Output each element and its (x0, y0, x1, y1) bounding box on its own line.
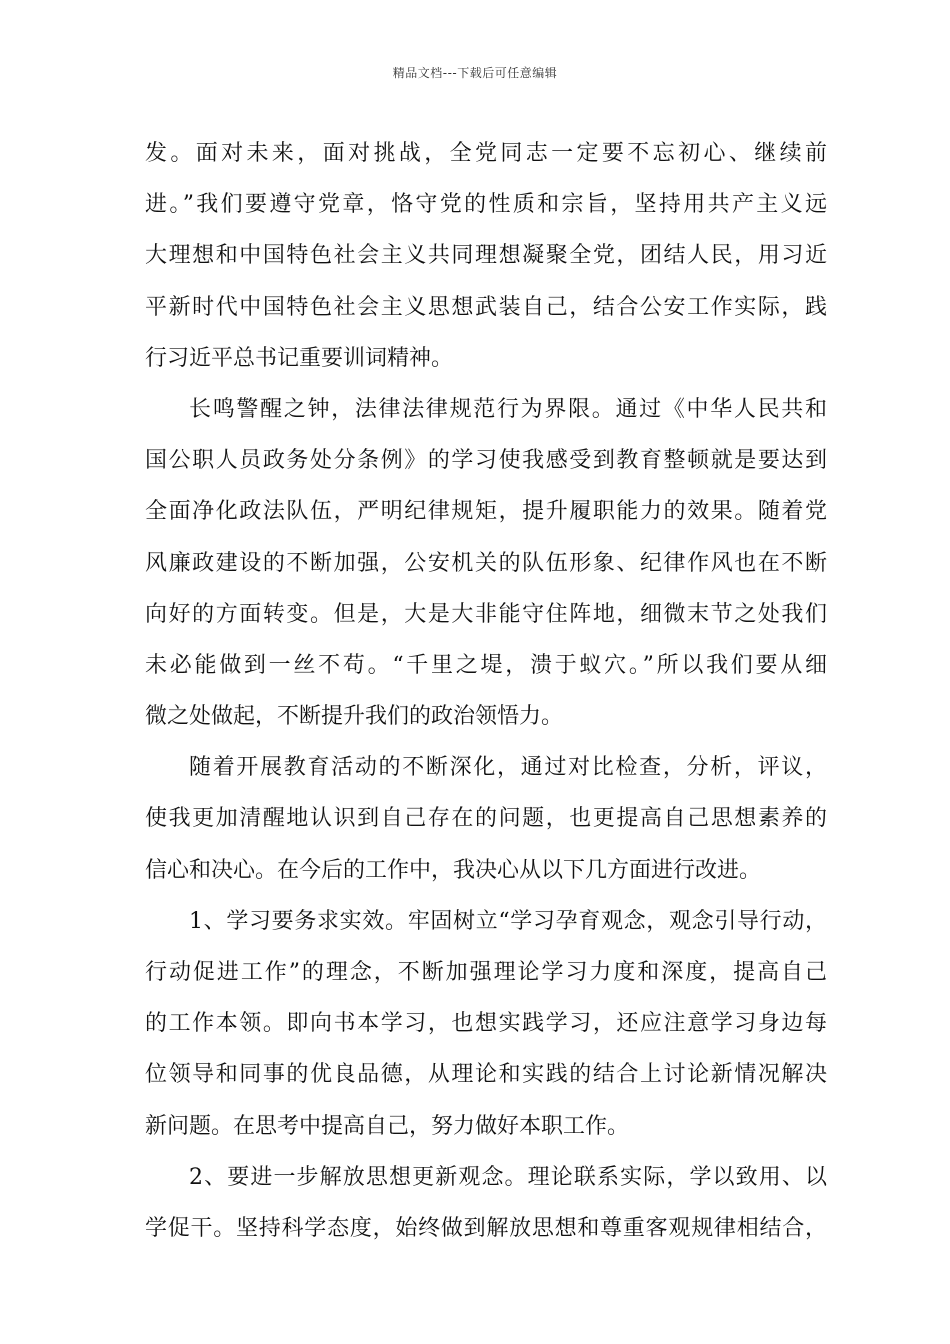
text-line: 风廉政建设的不断加强，公安机关的队伍形象、纪律作风也在不断 (145, 550, 827, 576)
text-line: 行动促进工作”的理念，不断加强理论学习力度和深度，提高自己 (145, 960, 827, 985)
text-line: 使我更加清醒地认识到自己存在的问题，也更提高自己思想素养的 (145, 806, 827, 832)
text-line: 位领导和同事的优良品德，从理论和实践的结合上讨论新情况解决 (145, 1062, 827, 1088)
text-line: 行习近平总书记重要训词精神。 (145, 345, 454, 371)
text-line: 随着开展教育活动的不断深化，通过对比检查，分析，评议， (189, 755, 827, 781)
text-line: 全面净化政法队伍，严明纪律规矩，提升履职能力的效果。随着党 (145, 499, 827, 525)
text-line: 1、学习要务求实效。牢固树立“学习孕育观念，观念引导行动， (189, 908, 827, 934)
text-line: 微之处做起，不断提升我们的政治领悟力。 (145, 704, 564, 730)
text-line: 学促干。坚持科学态度，始终做到解放思想和尊重客观规律相结合， (145, 1215, 827, 1241)
text-line: 新问题。在思考中提高自己，努力做好本职工作。 (145, 1113, 630, 1139)
text-line: 向好的方面转变。但是，大是大非能守住阵地，细微末节之处我们 (145, 601, 827, 627)
text-line: 大理想和中国特色社会主义共同理想凝聚全党，团结人民，用习近 (145, 243, 827, 269)
text-line: 信心和决心。在今后的工作中，我决心从以下几方面进行改进。 (145, 857, 762, 883)
text-line: 平新时代中国特色社会主义思想武装自己，结合公安工作实际，践 (145, 294, 827, 320)
text-line: 进。”我们要遵守党章，恪守党的性质和宗旨，坚持用共产主义远 (145, 192, 827, 218)
text-line: 未必能做到一丝不苟。“千里之堤，溃于蚁穴。”所以我们要从细 (145, 652, 827, 678)
text-line: 国公职人员政务处分条例》的学习使我感受到教育整顿就是要达到 (145, 448, 827, 474)
text-line: 2、要进一步解放思想更新观念。理论联系实际，学以致用、以 (189, 1164, 827, 1190)
document-body (145, 128, 827, 1254)
text-line: 的工作本领。即向书本学习，也想实践学习，还应注意学习身边每 (145, 1011, 827, 1037)
text-line: 发。面对未来，面对挑战，全党同志一定要不忘初心、继续前 (145, 141, 827, 166)
page-header: 精品文档---下载后可任意编辑 (392, 66, 558, 80)
text-line: 长鸣警醒之钟，法律法律规范行为界限。通过《中华人民共和 (189, 396, 827, 422)
